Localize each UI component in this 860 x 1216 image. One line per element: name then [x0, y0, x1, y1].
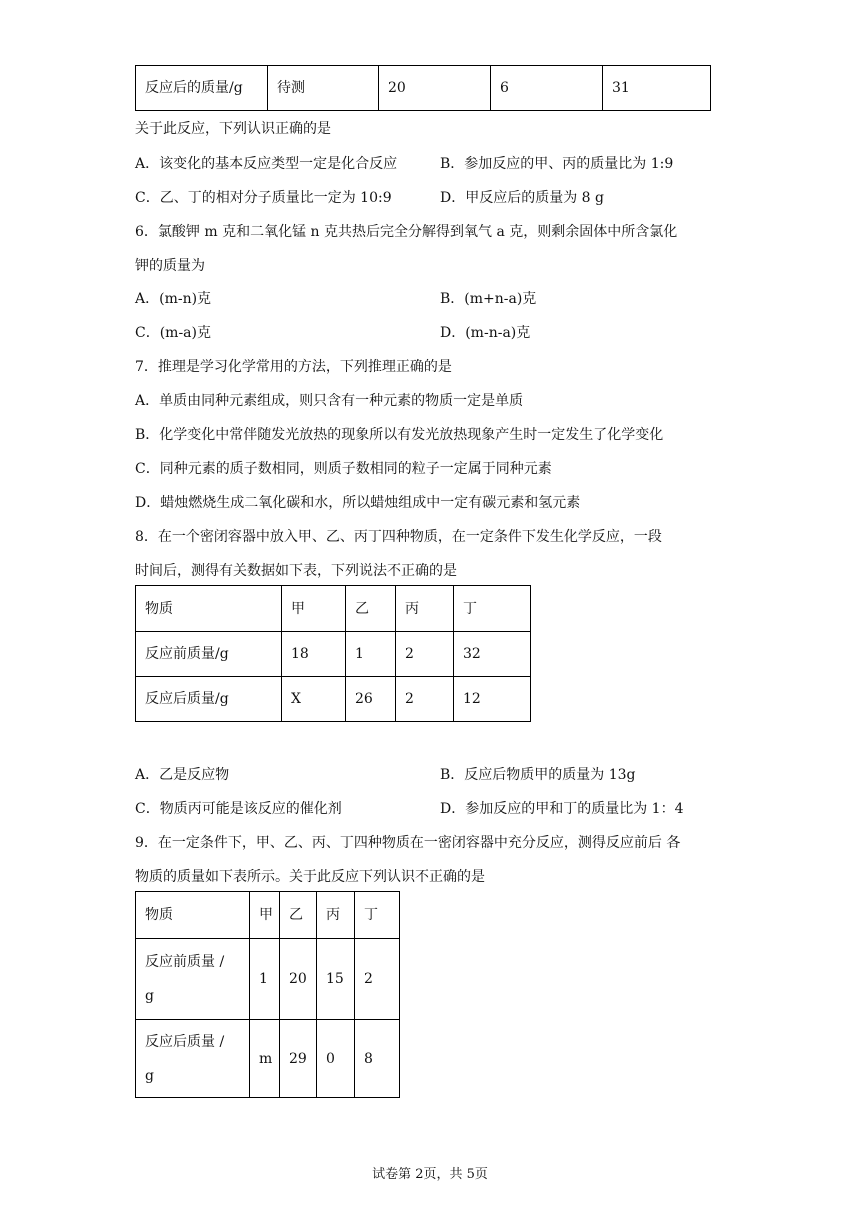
option-d: D．参加反应的甲和丁的质量比为 1：4: [440, 801, 684, 817]
option-c: C．物质丙可能是该反应的催化剂: [135, 801, 342, 817]
option-b: B．参加反应的甲、丙的质量比为 1:9: [440, 156, 674, 172]
table-cell: 反应前质量/g: [136, 632, 282, 677]
table-header-cell: 丁: [355, 892, 400, 939]
table-cell: 20: [280, 939, 317, 1020]
table-cell: 反应后质量/g: [136, 677, 282, 722]
table-cell: 29: [280, 1020, 317, 1098]
option-b: B．反应后物质甲的质量为 13g: [440, 767, 636, 783]
table-header-cell: 甲: [250, 892, 280, 939]
table-cell: 2: [396, 677, 454, 722]
option-d: D．(m-n-a)克: [440, 325, 531, 341]
question-stem: 7．推理是学习化学常用的方法，下列推理正确的是: [135, 359, 452, 375]
table-header-cell: 丙: [317, 892, 355, 939]
table-cell: 15: [317, 939, 355, 1020]
question-stem-cont: 物质的质量如下表所示。关于此反应下列认识不正确的是: [135, 869, 485, 885]
option-a: A．单质由同种元素组成，则只含有一种元素的物质一定是单质: [135, 393, 524, 409]
table-header-cell: 丙: [396, 586, 454, 632]
table-cell: X: [282, 677, 346, 722]
question-stem: 6．氯酸钾 m 克和二氧化锰 n 克共热后完全分解得到氧气 a 克，则剩余固体中所含氯化: [135, 224, 678, 240]
table-cell: [136, 1020, 250, 1098]
row-label-line2: g: [145, 988, 154, 1004]
question-stem-cont: 时间后，测得有关数据如下表，下列说法不正确的是: [135, 563, 457, 579]
table-cell: 2: [396, 632, 454, 677]
table-header-cell: 物质: [136, 586, 282, 632]
option-d: D．蜡烛燃烧生成二氧化碳和水，所以蜡烛组成中一定有碳元素和氢元素: [135, 495, 581, 511]
question-stem: 9．在一定条件下，甲、乙、丙、丁四种物质在一密闭容器中充分反应，测得反应前后 各: [135, 835, 681, 851]
q8-table: [135, 585, 531, 722]
option-a: A．乙是反应物: [135, 767, 230, 783]
table-cell: 待测: [268, 66, 379, 111]
question-stem: 8．在一个密闭容器中放入甲、乙、丙丁四种物质，在一定条件下发生化学反应，一段: [135, 529, 662, 545]
table-cell: 20: [379, 66, 491, 111]
table-header-cell: 物质: [136, 892, 250, 939]
table-cell: m: [250, 1020, 280, 1098]
option-c: C．同种元素的质子数相同，则质子数相同的粒子一定属于同种元素: [135, 461, 552, 477]
option-b: B．化学变化中常伴随发光放热的现象所以有发光放热现象产生时一定发生了化学变化: [135, 427, 664, 443]
top-table: [135, 65, 711, 111]
table-header-cell: 乙: [346, 586, 396, 632]
table-cell: 2: [355, 939, 400, 1020]
option-c: C．乙、丁的相对分子质量比一定为 10:9: [135, 190, 392, 206]
question-stem-cont: 钾的质量为: [135, 258, 205, 274]
table-cell: 1: [250, 939, 280, 1020]
option-a: A．(m-n)克: [135, 291, 212, 307]
row-label-line1: 反应后质量 /: [145, 1033, 225, 1050]
table-cell: 31: [603, 66, 711, 111]
q9-table: [135, 891, 400, 1098]
table-header-cell: 丁: [454, 586, 531, 632]
table-cell: 8: [355, 1020, 400, 1098]
option-a: A．该变化的基本反应类型一定是化合反应: [135, 156, 398, 172]
table-cell: 6: [491, 66, 603, 111]
table-cell: 18: [282, 632, 346, 677]
table-cell: 1: [346, 632, 396, 677]
option-c: C．(m-a)克: [135, 325, 211, 341]
row-label-line2: g: [145, 1067, 154, 1084]
table-cell: [136, 939, 250, 1020]
table-cell: 反应后的质量/g: [136, 66, 268, 111]
row-label-line1: 反应前质量 /: [145, 954, 225, 970]
table-header-cell: 甲: [282, 586, 346, 632]
table-cell: 12: [454, 677, 531, 722]
question-stem: 关于此反应，下列认识正确的是: [135, 121, 331, 137]
page-footer: 试卷第 2页，共 5页: [372, 1167, 488, 1182]
table-cell: 26: [346, 677, 396, 722]
option-d: D．甲反应后的质量为 8 g: [440, 190, 604, 206]
option-b: B．(m+n-a)克: [440, 291, 537, 307]
table-cell: 32: [454, 632, 531, 677]
table-cell: 0: [317, 1020, 355, 1098]
table-header-cell: 乙: [280, 892, 317, 939]
